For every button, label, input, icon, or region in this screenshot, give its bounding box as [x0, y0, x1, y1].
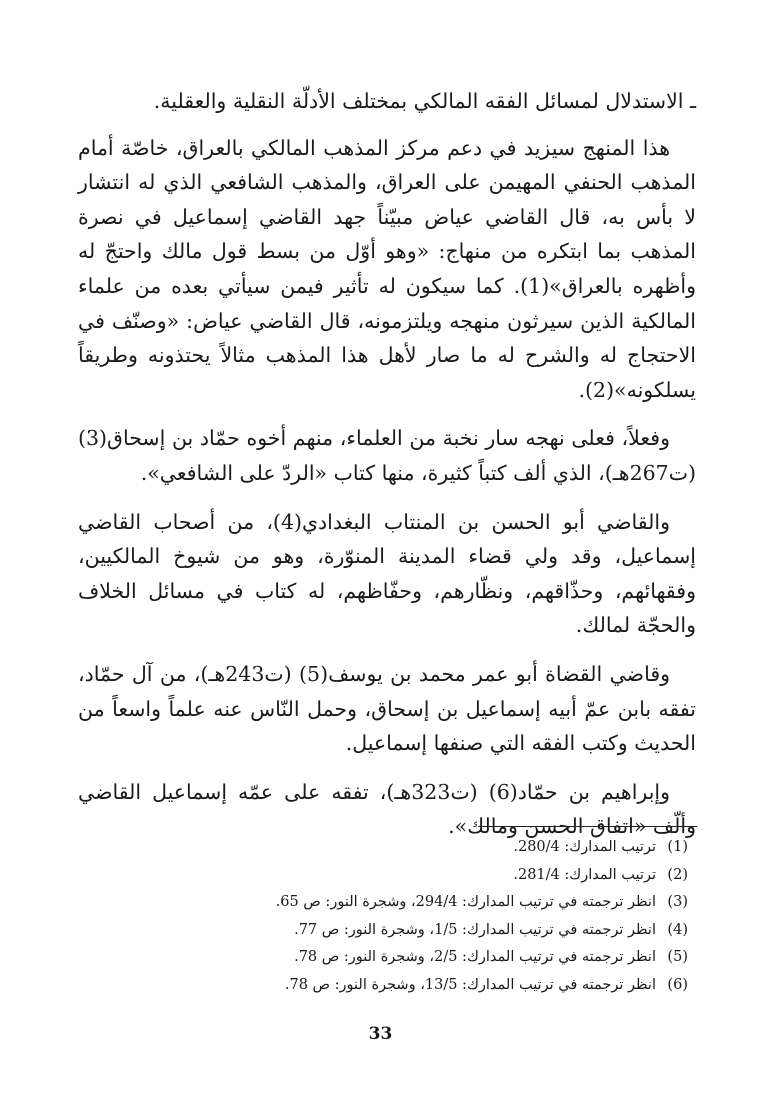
paragraph-1: ـ الاستدلال لمسائل الفقه المالكي بمختلف الأدلّة النقلية والعقلية. [153, 89, 696, 113]
footnote-number: (6) [667, 976, 688, 993]
footnote-number: (3) [667, 894, 688, 911]
footnote-3 [160, 889, 688, 917]
footnote-text: انظر ترجمته في ترتيب المدارك: 13/5، وشجرة النور: ص 78. [284, 976, 656, 993]
footnote-6 [160, 972, 688, 1000]
footnote-number: (2) [667, 866, 688, 883]
paragraph-4: والقاضي أبو الحسن بن المنتاب البغدادي(4)، من أصحاب القاضي إسماعيل، وقد ولي قضاء المدينة المنوّرة، وهو من شيوخ المالكيين، وفقهائهم، وحذّاقهم، ونظّارهم، وحفّاظهم، له كتاب في مسائل الخلاف والحجّة لمالك. [78, 509, 696, 638]
footnote-number: (5) [667, 949, 688, 966]
footnote-separator [478, 826, 697, 827]
footnote-text: انظر ترجمته في ترتيب المدارك: 1/5، وشجرة النور: ص 77. [294, 921, 656, 938]
footnote-1 [160, 834, 688, 862]
footnote-4 [160, 917, 688, 945]
footnote-2 [160, 862, 688, 890]
footnote-5 [160, 944, 688, 972]
footnote-text: ترتيب المدارك: 280/4. [513, 839, 656, 855]
footnotes [160, 834, 688, 1000]
paragraph-3: وفعلاً، فعلى نهجه سار نخبة من العلماء، منهم أخوه حمّاد بن إسحاق(3) (ت267هـ)، الذي ألف كتباً كثيرة، منها كتاب «الردّ على الشافعي». [78, 426, 696, 485]
footnote-number: (4) [667, 921, 688, 938]
paragraph-5: وقاضي القضاة أبو عمر محمد بن يوسف(5) (ت243هـ)، من آل حمّاد، تفقه بابن عمّ أبيه إسماعيل بن إسحاق، وحمل النّاس عنه علماً واسعاً من الحديث وكتب الفقه التي صنفها إسماعيل. [78, 661, 696, 756]
paragraph-6: وإبراهيم بن حمّاد(6) (ت323هـ)، تفقه على عمّه إسماعيل القاضي وألّف «اتفاق الحسن ومالك». [78, 779, 696, 839]
paragraph-2: هذا المنهج سيزيد في دعم مركز المذهب المالكي بالعراق، خاصّة أمام المذهب الحنفي المهيمن على العراق، والمذهب الشافعي الذي له انتشار لا بأس به، قال القاضي عياض مبيّناً جهد القاضي إسماعيل في نصرة المذهب بما ابتكره من منهاج: «وهو أوّل من بسط قول مالك واحتجّ له وأظهره بالعراق»(1). كما سيكون له تأثير فيمن سيأتي بعده من علماء المالكية الذين سيرثون منهجه ويلتزمونه، قال القاضي عياض: «وصنّف في الاحتجاج له والشرح له ما صار لأهل هذا المذهب مثالاً يحتذونه وطريقاً يسلكونه»(2). [78, 135, 697, 402]
page-number: 33 [368, 1024, 393, 1044]
main-text [78, 84, 696, 858]
footnote-text: ترتيب المدارك: 281/4. [513, 866, 656, 883]
footnote-number: (1) [667, 839, 688, 855]
footnote-text: انظر ترجمته في ترتيب المدارك: 294/4، وشجرة النور: ص 65. [275, 894, 656, 911]
footnote-text: انظر ترجمته في ترتيب المدارك: 2/5، وشجرة النور: ص 78. [294, 949, 656, 966]
